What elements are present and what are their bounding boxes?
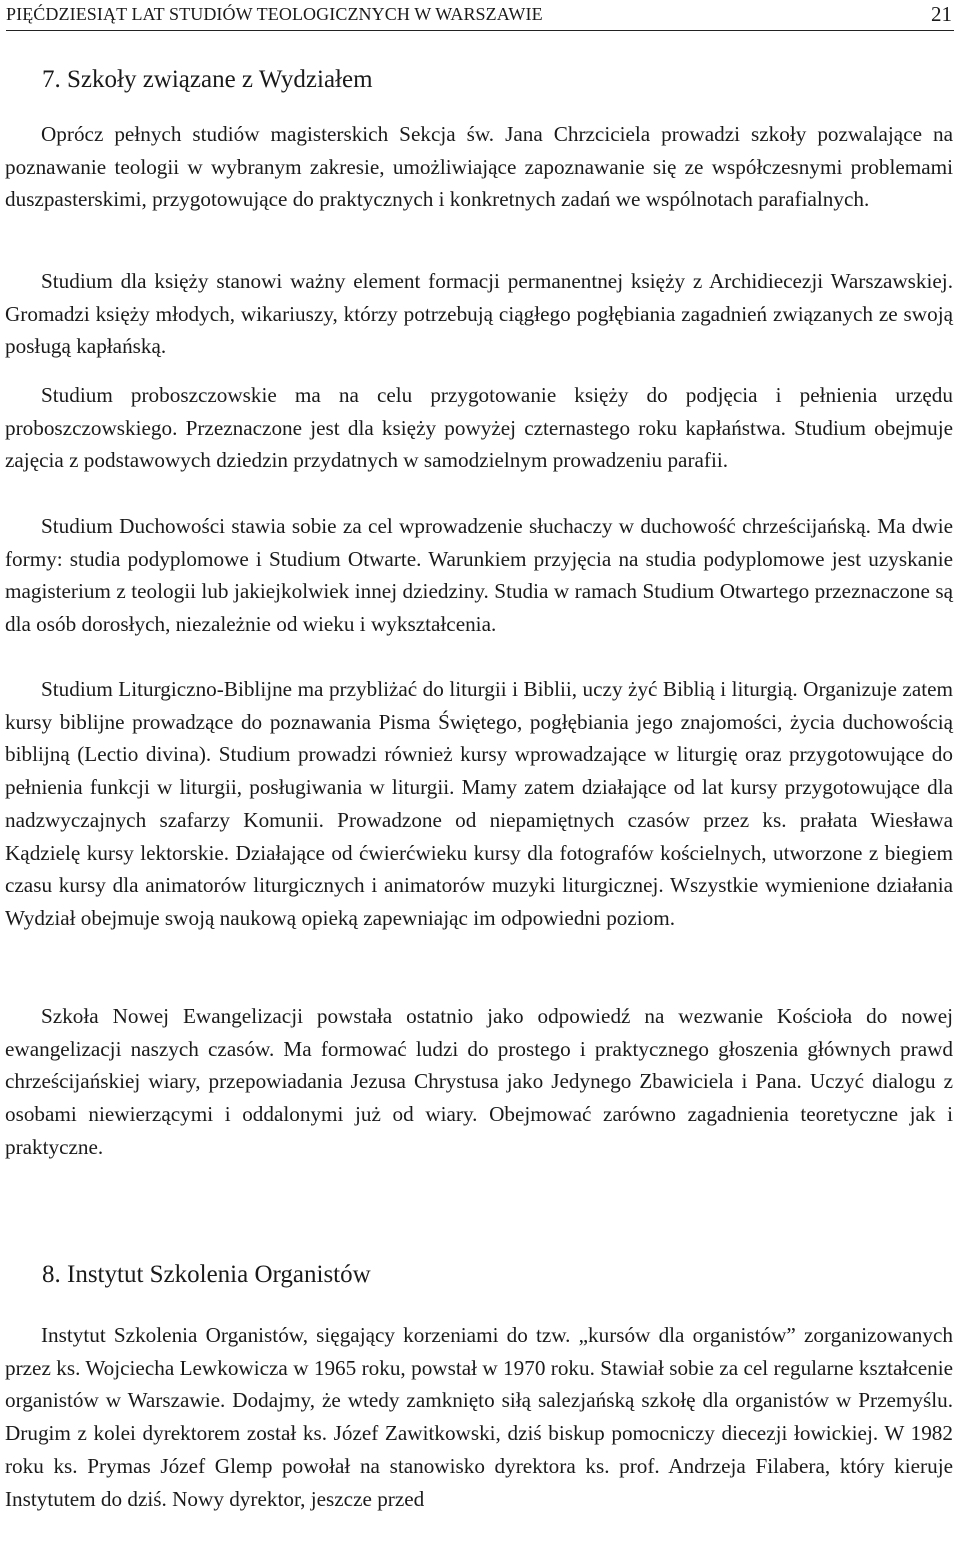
page-number: 21 <box>931 2 952 26</box>
paragraph-instytut-organistow: Instytut Szkolenia Organistów, sięgający korzeniami do tzw. „kursów dla organistów” zorganizowanych przez ks. Wojciecha Lewkowicza w 1965 roku, powstał w 1970 roku. Stawiał sobie za cel regularne kształcenie organistów w Warszawie. Dodajmy, że wtedy zamknięto siłą salezjańską szkołę dla organistów w Przemyślu. Drugim z kolei dyrektorem został ks. Józef Zawitkowski, dziś biskup pomocniczy diecezji łowickiej. W 1982 roku ks. Prymas Józef Glemp powołał na stanowisko dyrektora ks. prof. Andrzeja Filabera, który kieruje Instytutem do dziś. Nowy dyrektor, jeszcze przed <box>5 1323 953 1511</box>
running-title: PIĘĆDZIESIĄT LAT STUDIÓW TEOLOGICZNYCH W WARSZAWIE <box>6 4 543 24</box>
paragraph-szkoly-intro: Oprócz pełnych studiów magisterskich Sekcja św. Jana Chrzciciela prowadzi szkoły pozwalające na poznawanie teologii w wybranym zakresie, umożliwiające zapoznawanie się ze współczesnymi problemami duszpasterskimi, przygotowujące do praktycznych i konkretnych zadań we wspólnotach parafialnych. <box>5 122 953 212</box>
paragraph-szkola-nowej-ewangelizacji: Szkoła Nowej Ewangelizacji powstała ostatnio jako odpowiedź na wezwanie Kościoła do nowej ewangelizacji naszych czasów. Ma formować ludzi do prostego i praktycznego głoszenia głównych prawd chrześcijańskiej wiary, przepowiadania Jezusa Chrystusa jako Jedynego Zbawiciela i Pana. Uczyć dialogu z osobami niewierzącymi i oddalonymi już od wiary. Obejmować zarówno zagadnienia teoretyczne jak i praktyczne. <box>5 1004 953 1159</box>
section-heading-8: 8. Instytut Szkolenia Organistów <box>42 1261 371 1288</box>
paragraph-studium-ksiezy: Studium dla księży stanowi ważny element formacji permanentnej księży z Archidiecezji Warszawskiej. Gromadzi księży młodych, wikariuszy, którzy potrzebują ciągłego pogłębiania zagadnień związanych ze swoją posługą kapłańską. <box>5 269 953 359</box>
section-heading-7: 7. Szkoły związane z Wydziałem <box>42 66 373 93</box>
paragraph-studium-duchowosci: Studium Duchowości stawia sobie za cel wprowadzenie słuchaczy w duchowość chrześcijańską. Ma dwie formy: studia podyplomowe i Studium Otwarte. Warunkiem przyjęcia na studia podyplomowe jest uzyskanie magisterium z teologii lub jakiejkolwiek innej dziedziny. Studia w ramach Studium Otwartego przeznaczone są dla osób dorosłych, niezależnie od wieku i wykształcenia. <box>5 514 953 637</box>
paragraph-studium-liturgiczno-biblijne: Studium Liturgiczno-Biblijne ma przybliżać do liturgii i Biblii, uczy żyć Biblią i liturgią. Organizuje zatem kursy biblijne prowadzące do poznawania Pisma Świętego, pogłębiania jego znajomości, życia duchowością biblijną (Lectio divina). Studium prowadzi również kursy wprowadzające w liturgię oraz przygotowujące do pełnienia funkcji w liturgii, posługiwania w liturgii. Mamy zatem działające od lat kursy przygotowujące dla nadzwyczajnych szafarzy Komunii. Prowadzone od niepamiętnych czasów przez ks. prałata Wiesława Kądzielę kursy lektorskie. Działające od ćwierćwieku kursy dla fotografów kościelnych, utworzone z biegiem czasu kursy dla animatorów liturgicznych i animatorów muzyki liturgicznej. Wszystkie wymienione działania Wydział obejmuje swoją naukową opieką zapewniając im odpowiedni poziom. <box>5 677 953 930</box>
paragraph-studium-proboszczowskie: Studium proboszczowskie ma na celu przygotowanie księży do podjęcia i pełnienia urzędu proboszczowskiego. Przeznaczone jest dla księży powyżej czternastego roku kapłaństwa. Studium obejmuje zajęcia z podstawowych dziedzin przydatnych w samodzielnym prowadzeniu parafii. <box>5 383 953 473</box>
running-header <box>6 0 954 31</box>
